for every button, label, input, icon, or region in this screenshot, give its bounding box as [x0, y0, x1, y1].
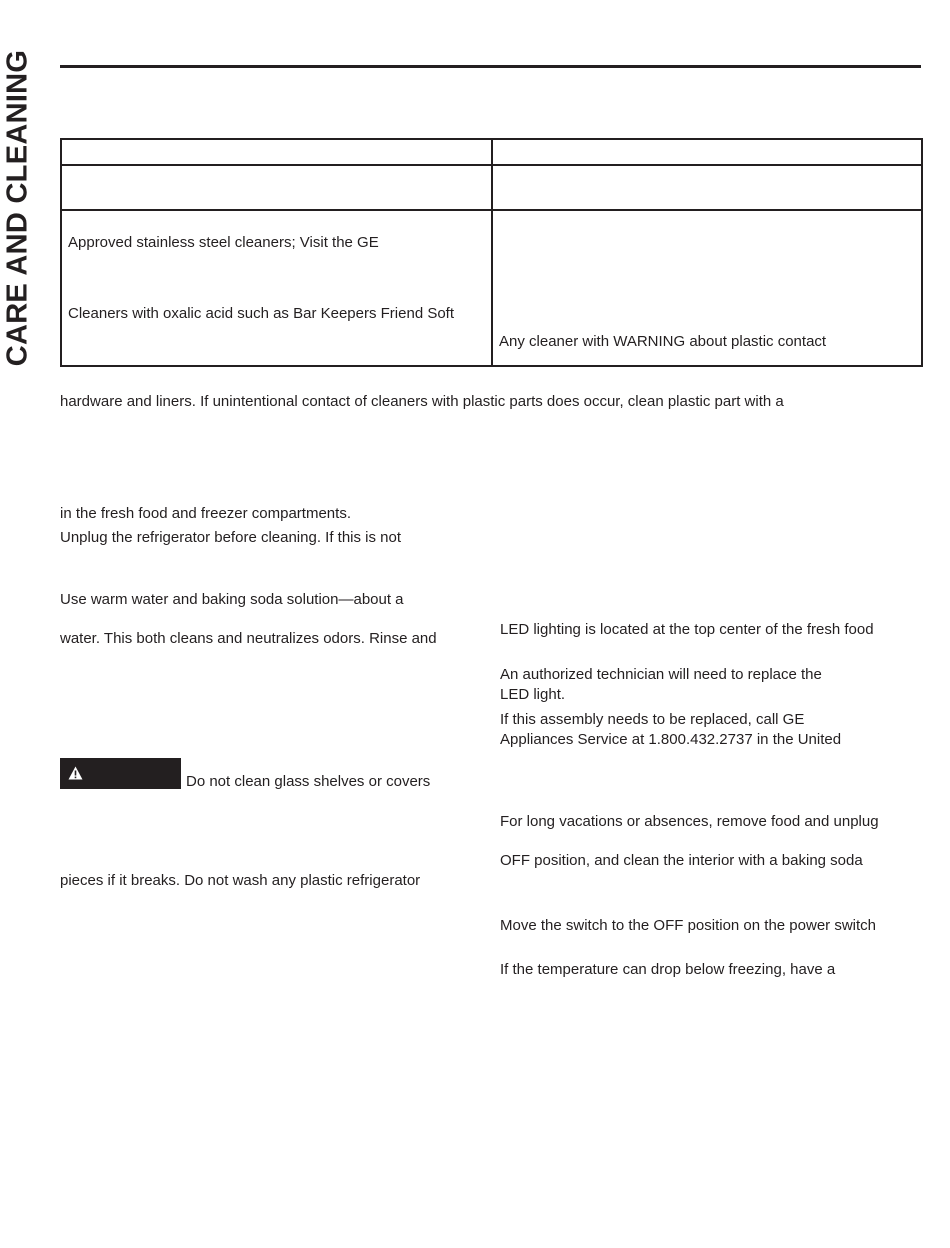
off-position-text: OFF position, and clean the interior with a baking soda [500, 852, 863, 869]
top-rule [60, 65, 921, 68]
table-cell-left [61, 165, 492, 210]
oxalic-cleaners-text: Cleaners with oxalic acid such as Bar Keepers Friend Soft [68, 305, 455, 322]
baking-soda-text: Use warm water and baking soda solution—about a [60, 591, 404, 608]
approved-cleaners-text: Approved stainless steel cleaners; Visit the GE [68, 234, 379, 251]
cleaners-table [60, 138, 923, 367]
section-tab [0, 30, 36, 385]
section-tab-label: CARE AND CLEANING [1, 49, 34, 367]
technician-text-cont: LED light. [500, 686, 566, 703]
table-row [61, 165, 922, 210]
technician-text: An authorized technician will need to replace the [500, 666, 822, 683]
rinse-text: water. This both cleans and neutralizes odors. Rinse and [60, 630, 437, 647]
table-header-left [61, 139, 492, 165]
vacation-text: For long vacations or absences, remove food and unplug [500, 813, 879, 830]
freezing-text: If the temperature can drop below freezing, have a [500, 961, 836, 978]
caution-badge [60, 758, 181, 789]
table-cell-left [61, 210, 492, 366]
compartments-text: in the fresh food and freezer compartments. [60, 505, 351, 522]
plastic-wash-text: pieces if it breaks. Do not wash any plastic refrigerator [60, 872, 421, 889]
unplug-text: Unplug the refrigerator before cleaning. If this is not [60, 529, 402, 546]
service-phone-text: Appliances Service at 1.800.432.2737 in the United [500, 731, 842, 748]
avoid-cleaner-text: Any cleaner with WARNING about plastic contact [499, 333, 827, 350]
table-header-row [61, 139, 922, 165]
glass-shelves-text: Do not clean glass shelves or covers [186, 773, 431, 790]
table-header-right [492, 139, 922, 165]
table-row [61, 210, 922, 366]
power-switch-text: Move the switch to the OFF position on the power switch [500, 917, 877, 934]
plastic-contact-paragraph: hardware and liners. If unintentional contact of cleaners with plastic parts does occur, clean plastic part with a [60, 393, 784, 410]
table-cell-right [492, 165, 922, 210]
table-cell-right [492, 210, 922, 366]
led-location-text: LED lighting is located at the top center of the fresh food [500, 621, 874, 638]
warning-triangle-icon [68, 766, 83, 780]
service-text: If this assembly needs to be replaced, call GE [500, 711, 805, 728]
